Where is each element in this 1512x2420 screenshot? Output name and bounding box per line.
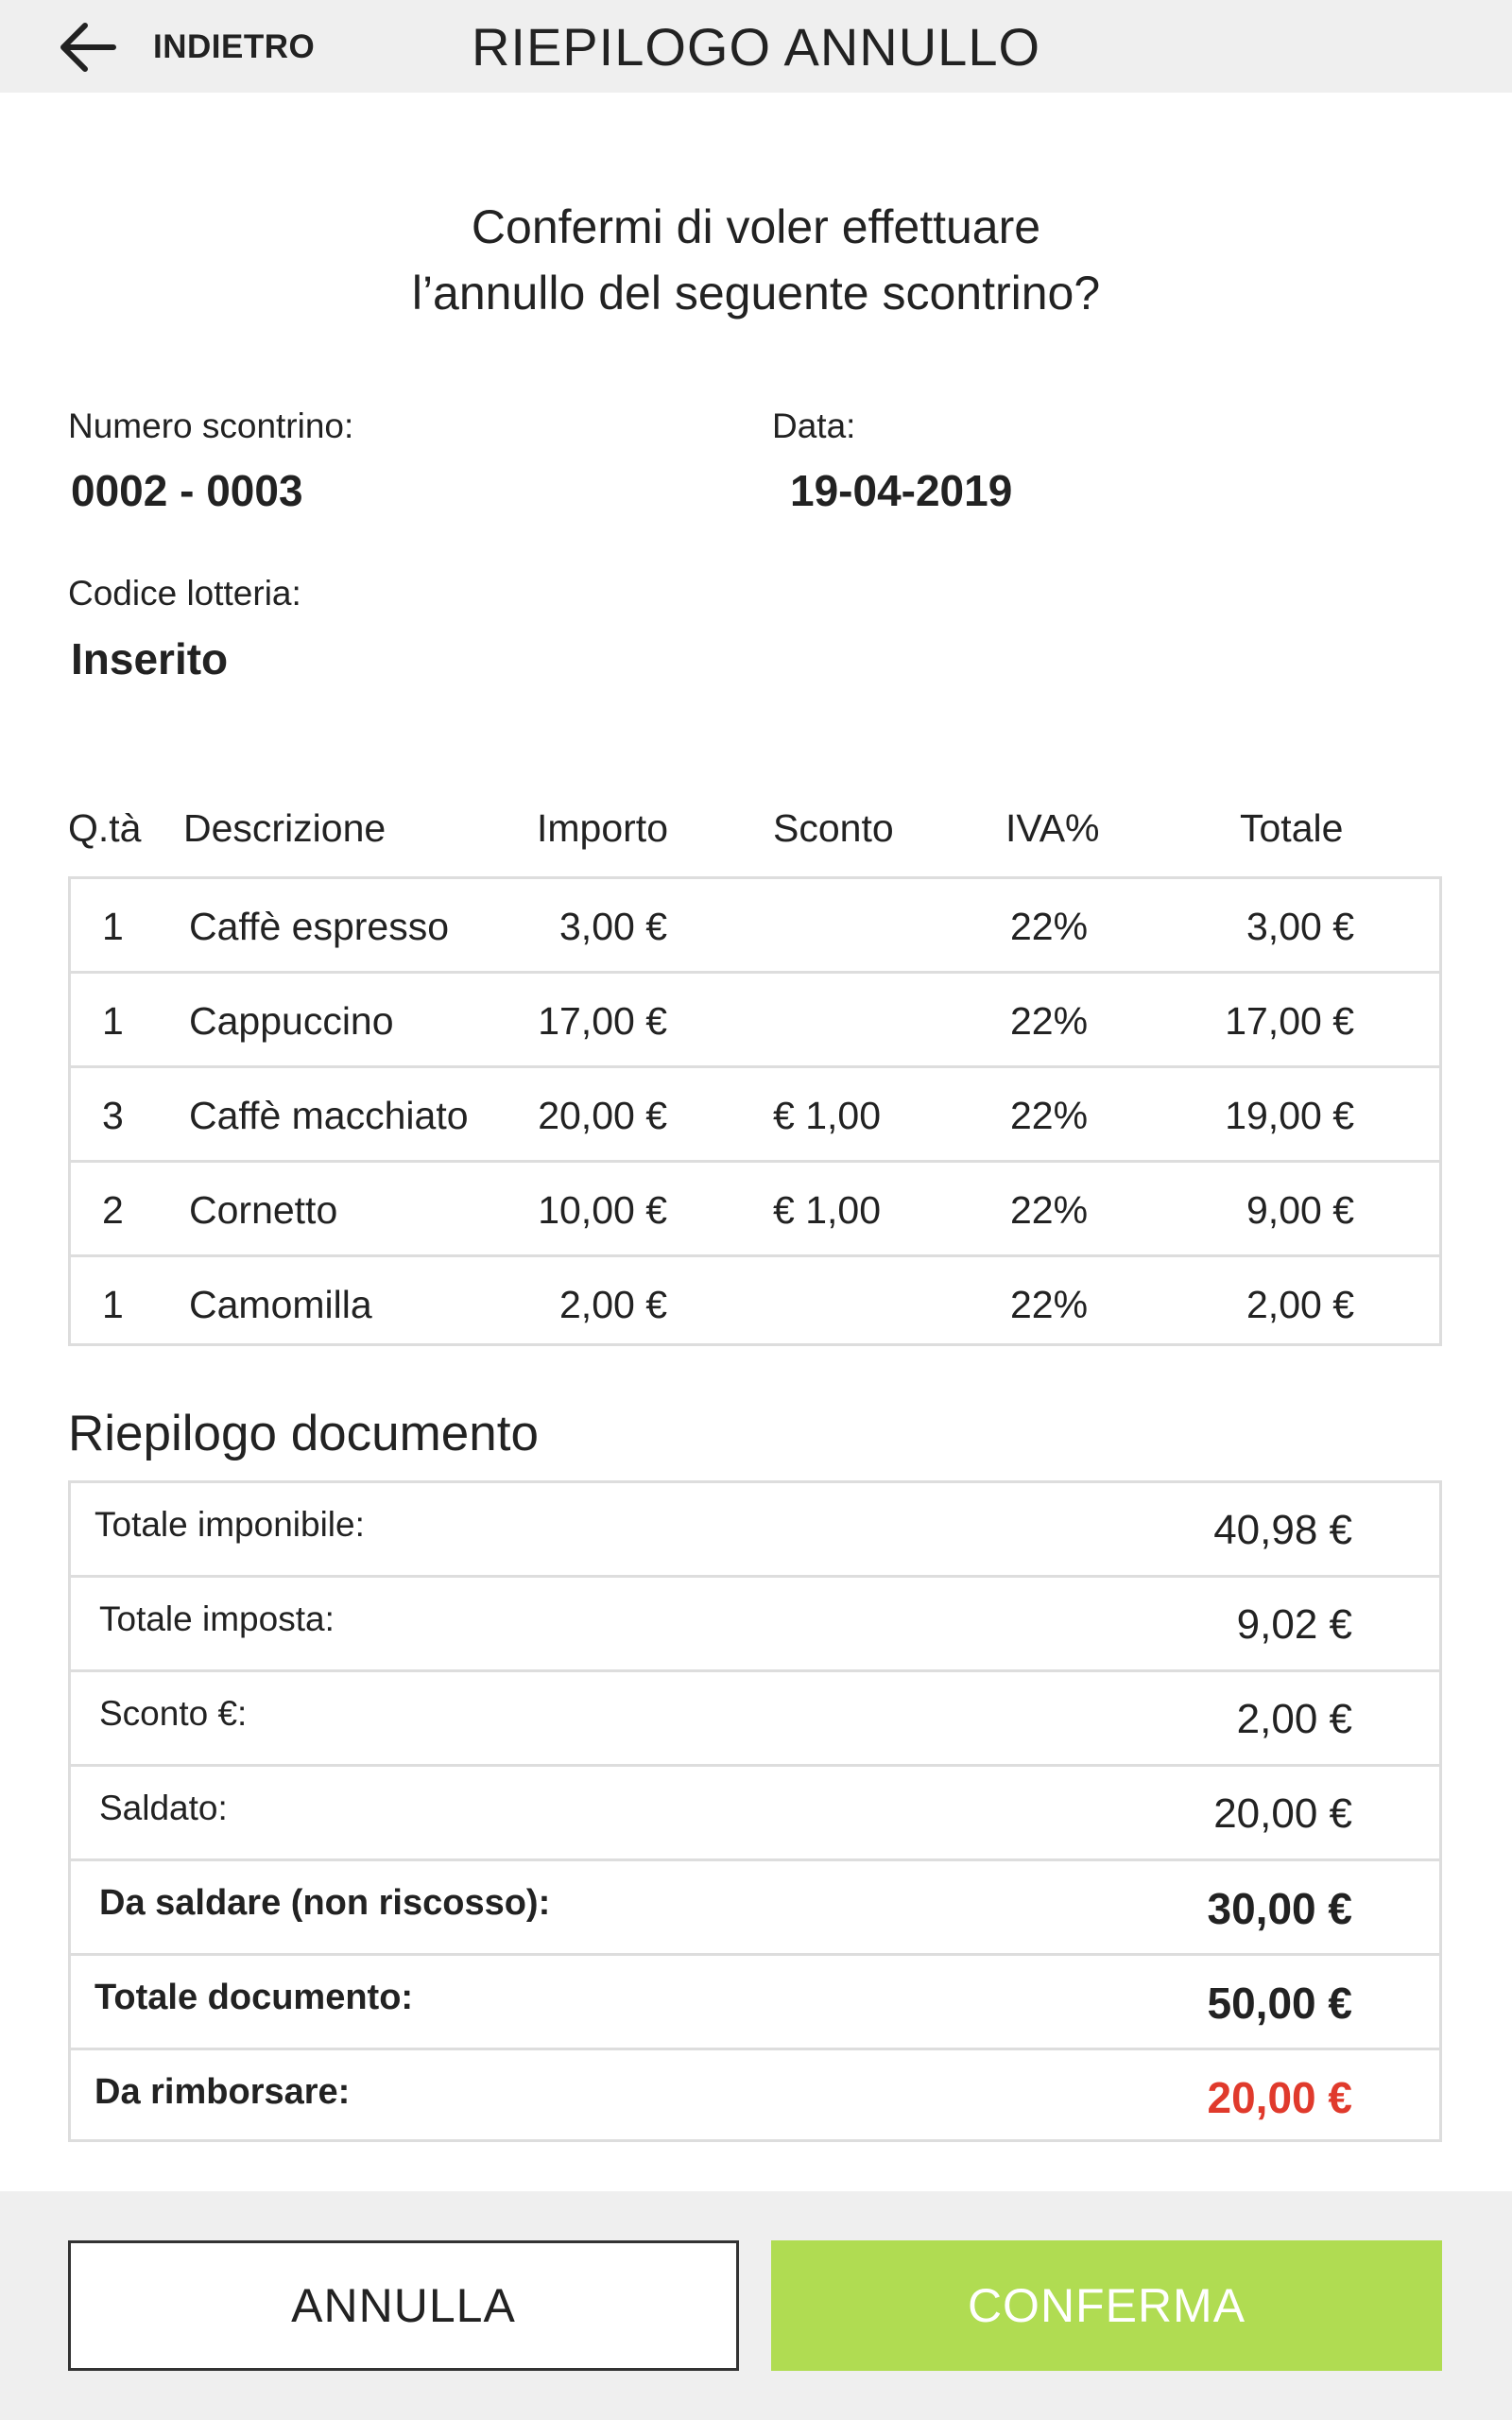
back-button[interactable] (59, 11, 315, 83)
summary-value: 30,00 € (1207, 1884, 1352, 1933)
table-row (71, 971, 1439, 1068)
arrow-left-icon (59, 21, 117, 74)
table-row (71, 1254, 1439, 1352)
lottery-code-value: Inserito (71, 634, 229, 683)
row-vat: 22% (1010, 1094, 1089, 1137)
summary-row-discount (71, 1669, 1439, 1767)
column-header-discount: Sconto (773, 806, 894, 850)
row-qty: 1 (102, 1283, 124, 1326)
row-vat: 22% (1010, 1283, 1089, 1326)
items-table (68, 876, 1442, 1346)
lottery-code-label: Codice lotteria: (68, 574, 301, 613)
column-header-amount: Importo (537, 806, 668, 850)
row-amount: 3,00 € (559, 905, 667, 948)
column-header-vat: IVA% (1005, 806, 1100, 850)
row-vat: 22% (1010, 999, 1089, 1043)
date-label: Data: (772, 406, 856, 445)
receipt-number-value: 0002 - 0003 (71, 466, 303, 515)
confirm-button[interactable]: CONFERMA (771, 2240, 1442, 2371)
row-description: Caffè macchiato (189, 1094, 469, 1137)
row-total: 19,00 € (1225, 1094, 1354, 1137)
row-amount: 20,00 € (538, 1094, 667, 1137)
back-label: INDIETRO (153, 28, 316, 65)
refund-amount: 20,00 € (1207, 2073, 1352, 2122)
table-row (71, 1065, 1439, 1163)
date-value: 19-04-2019 (790, 466, 1013, 515)
column-header-total: Totale (1240, 806, 1344, 850)
summary-value: 20,00 € (1213, 1790, 1352, 1837)
row-vat: 22% (1010, 905, 1089, 948)
row-amount: 17,00 € (538, 999, 667, 1043)
row-qty: 3 (102, 1094, 124, 1137)
summary-label: Da rimborsare: (94, 2072, 351, 2112)
receipt-number-label: Numero scontrino: (68, 406, 354, 445)
row-discount: € 1,00 (773, 1188, 881, 1232)
summary-row-tax (71, 1575, 1439, 1672)
row-description: Camomilla (189, 1283, 372, 1326)
row-qty: 1 (102, 905, 124, 948)
row-amount: 2,00 € (559, 1283, 667, 1326)
summary-label: Da saldare (non riscosso): (99, 1883, 551, 1923)
page-title: RIEPILOGO ANNULLO (471, 17, 1041, 77)
summary-value: 9,02 € (1236, 1601, 1352, 1648)
summary-row-paid (71, 1764, 1439, 1861)
row-qty: 1 (102, 999, 124, 1043)
row-description: Cappuccino (189, 999, 394, 1043)
row-total: 2,00 € (1246, 1283, 1354, 1326)
summary-heading: Riepilogo documento (68, 1406, 539, 1461)
column-header-qty: Q.tà (68, 806, 142, 850)
confirm-question (0, 194, 1512, 326)
summary-table (68, 1480, 1442, 2142)
summary-row-refund (71, 2048, 1439, 2145)
row-description: Caffè espresso (189, 905, 450, 948)
row-vat: 22% (1010, 1188, 1089, 1232)
row-total: 3,00 € (1246, 905, 1354, 948)
row-description: Cornetto (189, 1188, 338, 1232)
summary-label: Totale imposta: (99, 1599, 335, 1638)
summary-row-unpaid (71, 1858, 1439, 1956)
row-total: 9,00 € (1246, 1188, 1354, 1232)
summary-value: 2,00 € (1236, 1696, 1352, 1742)
summary-row-document-total (71, 1953, 1439, 2050)
summary-label: Totale imponibile: (94, 1505, 365, 1544)
summary-row-taxable (71, 1483, 1439, 1578)
table-row (71, 879, 1439, 974)
cancel-button[interactable]: ANNULLA (68, 2240, 739, 2371)
summary-value: 50,00 € (1207, 1979, 1352, 2028)
summary-label: Totale documento: (94, 1978, 414, 2017)
row-qty: 2 (102, 1188, 124, 1232)
question-line-2: l’annullo del seguente scontrino? (411, 267, 1101, 320)
summary-value: 40,98 € (1213, 1507, 1352, 1553)
table-row (71, 1160, 1439, 1257)
summary-label: Sconto €: (99, 1694, 248, 1733)
column-header-description: Descrizione (183, 806, 387, 850)
row-discount: € 1,00 (773, 1094, 881, 1137)
question-line-1: Confermi di voler effettuare (471, 200, 1041, 253)
row-amount: 10,00 € (538, 1188, 667, 1232)
row-total: 17,00 € (1225, 999, 1354, 1043)
summary-label: Saldato: (99, 1789, 228, 1827)
